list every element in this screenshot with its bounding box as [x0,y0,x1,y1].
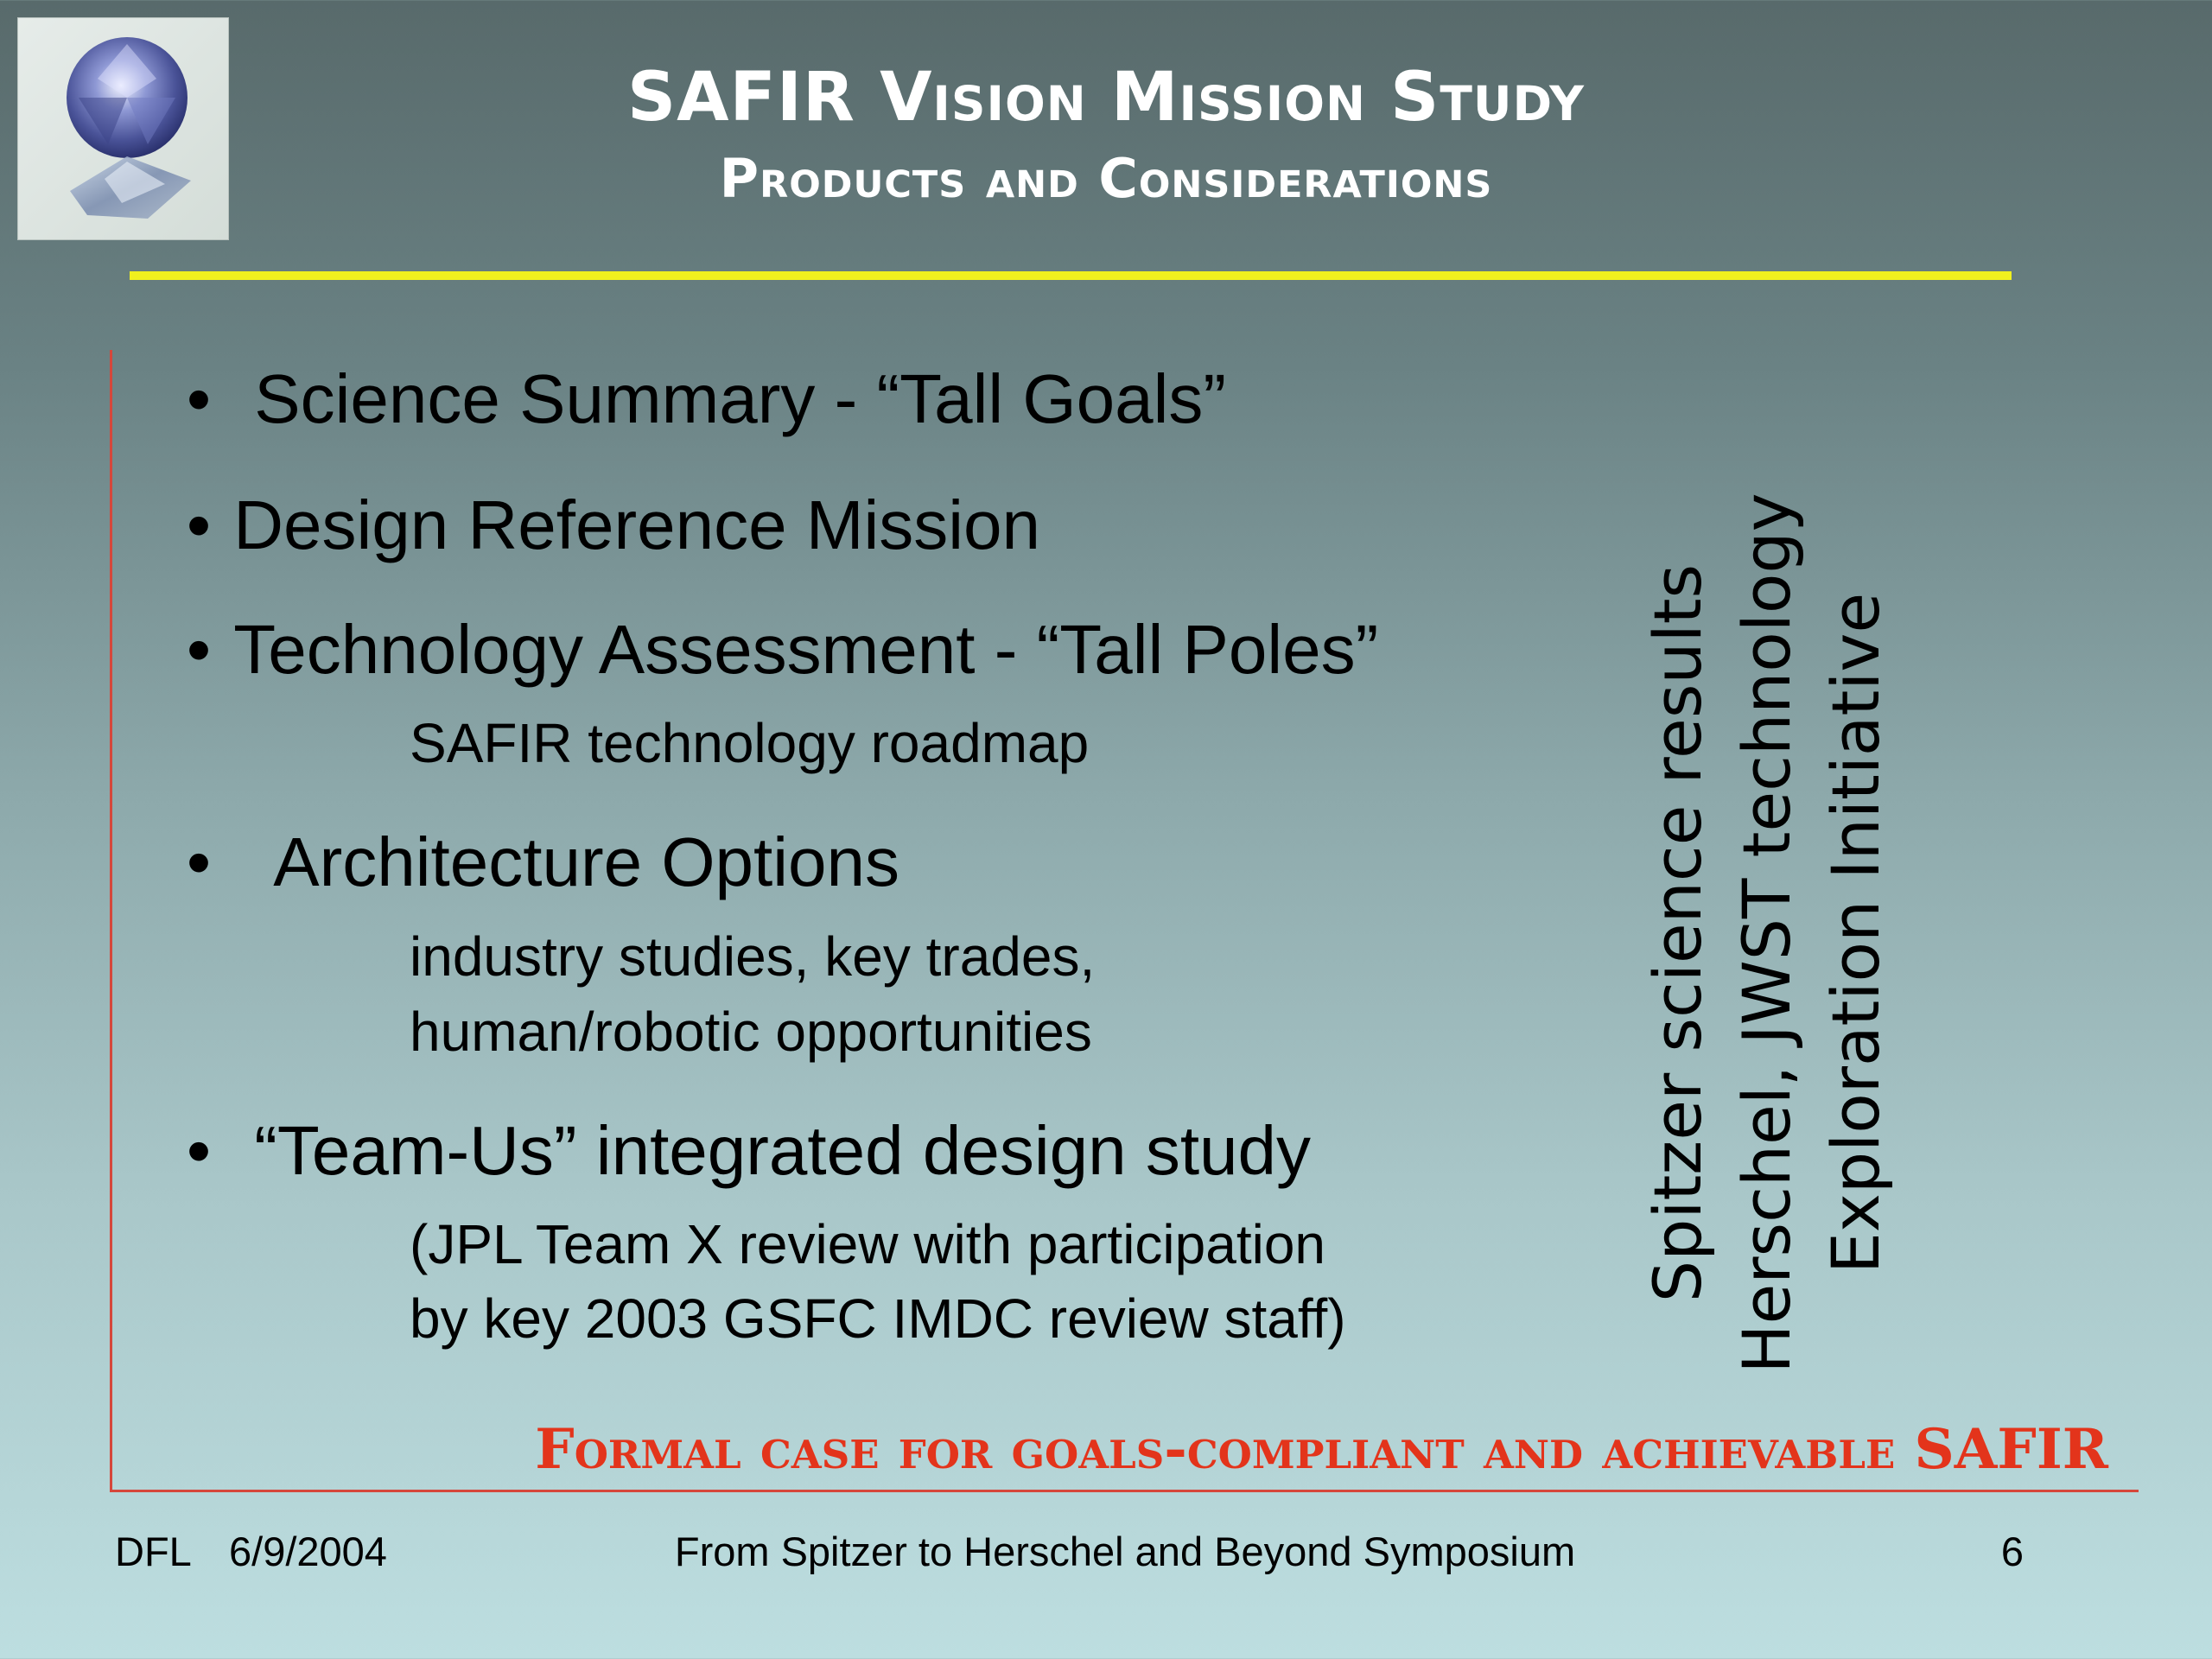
bullet-text: Design Reference Mission [233,486,1040,563]
gem-logo [17,17,229,240]
bullet-marker: • [187,611,212,688]
frame-left-line [110,350,112,1492]
bullet-item [187,611,1379,688]
bullet-item [187,1112,1312,1189]
bullet-text: Science Summary - “Tall Goals” [254,360,1226,437]
gem-icon [18,18,229,240]
bullet-marker: • [187,823,212,900]
bullet-marker: • [187,360,212,437]
bullet-subtext: industry studies, key trades, [410,925,1096,988]
bullet-text: Technology Assessment - “Tall Poles” [233,611,1379,688]
bullet-item [187,360,1226,437]
side-notes-vertical [1633,484,1900,1382]
page-number: 6 [2000,1529,2024,1574]
page-subtitle: Products and Considerations [719,147,1493,210]
side-note-line: Spitzer science results [1639,563,1716,1303]
bullet-item [187,823,900,900]
bullet-marker: • [187,1112,212,1189]
bullet-item [187,486,1040,563]
bullet-subtext: human/robotic opportunities [410,1001,1092,1063]
bullet-subtext: (JPL Team X review with participation [410,1213,1325,1275]
bullet-text: “Team-Us” integrated design study [254,1112,1312,1189]
bullet-marker: • [187,486,212,563]
bullet-subtext: SAFIR technology roadmap [410,712,1090,774]
title-divider [130,271,2012,280]
bullet-subtext: by key 2003 GSFC IMDC review staff) [410,1287,1346,1350]
page-title: SAFIR Vision Mission Study [627,59,1585,137]
side-note-line: Exploration Initiative [1817,592,1894,1274]
side-note-line: Herschel, JWST technology [1728,493,1805,1374]
footer-date: 6/9/2004 [229,1529,387,1574]
footer-event: From Spitzer to Herschel and Beyond Symposium [674,1529,1576,1574]
bullet-text: Architecture Options [273,823,900,900]
formal-case-statement: Formal case for goals-compliant and achievable SAFIR [535,1417,2108,1482]
footer-author: DFL [115,1529,192,1574]
frame-bottom-line [110,1490,2139,1492]
